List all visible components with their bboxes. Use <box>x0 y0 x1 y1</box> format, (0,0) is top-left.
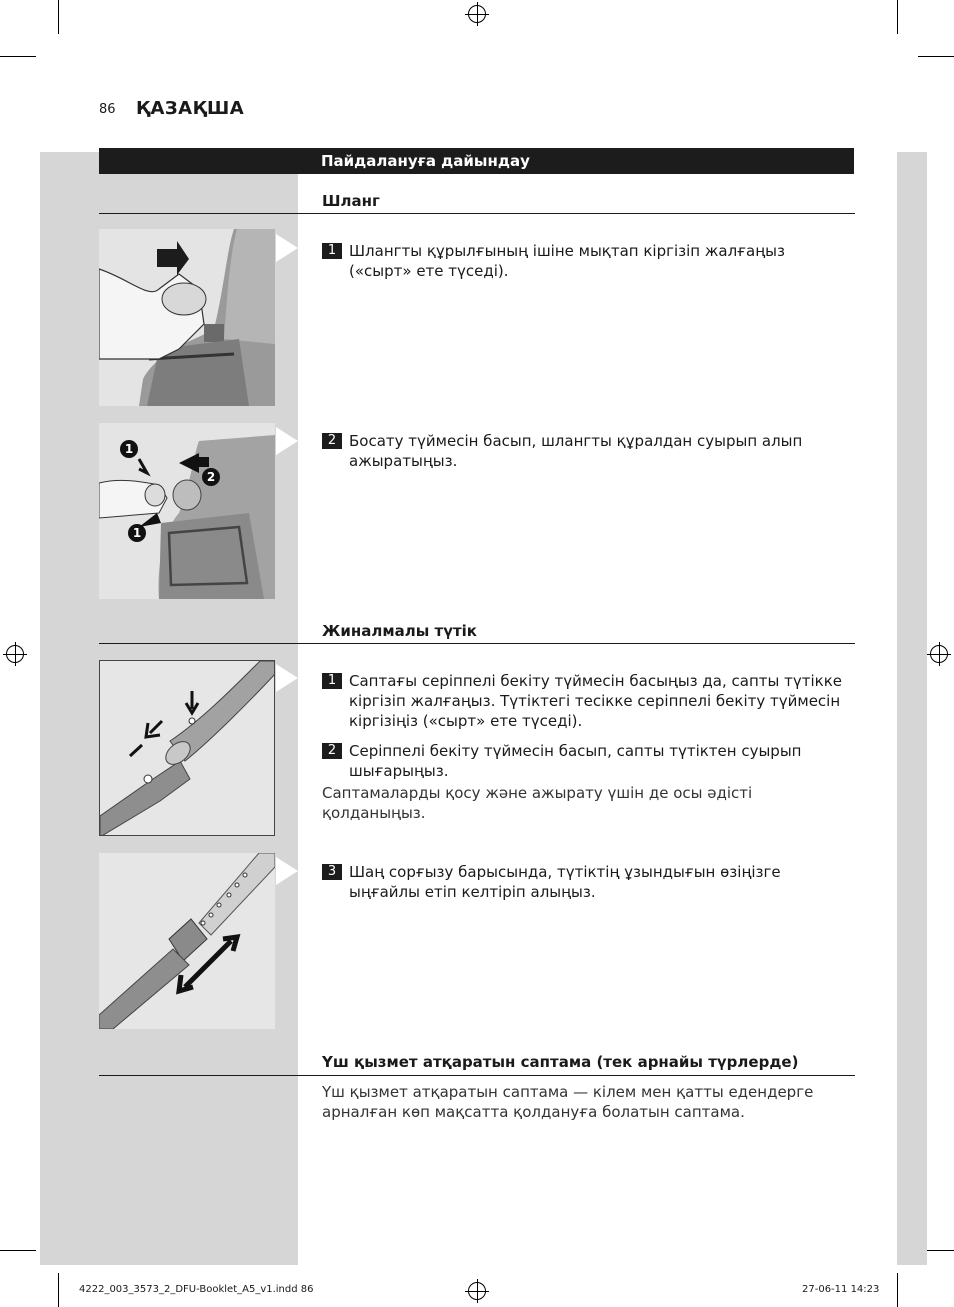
tube-step-1 <box>322 671 852 731</box>
right-margin-panel <box>897 152 927 1265</box>
registration-mark-icon <box>468 5 486 23</box>
heading-rule <box>99 643 855 644</box>
figure-callout: 2 <box>206 470 216 484</box>
crop-mark <box>897 1273 898 1307</box>
hose-step-2 <box>322 431 852 471</box>
tube-step-2 <box>322 741 852 781</box>
step-text: Босату түймесін басып, шлангты құралдан суырып алып ажыратыңыз. <box>349 432 803 470</box>
tube-note: Саптамаларды қосу және ажырату үшін де осы әдісті қолданыңыз. <box>322 784 753 822</box>
tube-step-3 <box>322 862 852 902</box>
crop-mark <box>918 56 954 57</box>
crop-mark <box>58 0 59 34</box>
language-title: ҚАЗАҚША <box>136 98 245 119</box>
crop-mark <box>58 1273 59 1307</box>
registration-mark-icon <box>930 645 948 663</box>
figure-pointer <box>276 664 298 692</box>
step-number-badge: 1 <box>322 673 342 689</box>
crop-mark <box>0 56 36 57</box>
tube-heading: Жиналмалы түтік <box>322 622 477 640</box>
tube-adjust-figure <box>99 853 275 1029</box>
figure-pointer <box>276 427 298 455</box>
figure-callout: 1 <box>124 442 134 456</box>
step-text: Саптағы серіппелі бекіту түймесін басыңыз да, сапты түтікке кіргізіп жалғаңыз. Түтіктегі тесікке серіппелі бекіту түймесін кіргізіңіз («сырт» ете түседі). <box>349 672 842 730</box>
registration-mark-icon <box>6 645 24 663</box>
crop-mark <box>0 1250 36 1251</box>
step-number-badge: 2 <box>322 433 342 449</box>
step-number-badge: 2 <box>322 743 342 759</box>
heading-rule <box>99 213 855 214</box>
figure-callout: 1 <box>132 526 142 540</box>
hose-step-1 <box>322 241 852 281</box>
heading-rule <box>99 1075 855 1076</box>
figure-pointer <box>276 857 298 885</box>
footer-file: 4222_003_3573_2_DFU-Booklet_A5_v1.indd 86 <box>79 1284 314 1295</box>
step-text: Серіппелі бекіту түймесін басып, сапты түтіктен суырып шығарыңыз. <box>349 742 802 780</box>
page-number: 86 <box>99 102 116 117</box>
step-text: Шлангты құрылғының ішіне мықтап кіргізіп жалғаңыз («сырт» ете түседі). <box>349 242 785 280</box>
hose-heading: Шланг <box>322 192 380 210</box>
registration-mark-icon <box>468 1282 486 1300</box>
nozzle-heading: Үш қызмет атқаратын саптама (тек арнайы түрлерде) <box>322 1053 799 1071</box>
nozzle-description: Үш қызмет атқаратын саптама — кілем мен қатты едендерге арналған көп мақсатта қолдануға болатын саптама. <box>322 1083 814 1121</box>
step-number-badge: 3 <box>322 864 342 880</box>
tube-connect-figure <box>99 660 275 836</box>
hose-connect-figure <box>99 229 275 406</box>
footer-datetime: 27-06-11 14:23 <box>802 1284 880 1295</box>
step-number-badge: 1 <box>322 243 342 259</box>
crop-mark <box>897 0 898 34</box>
section-title-bar <box>99 148 854 174</box>
step-text: Шаң сорғызу барысында, түтіктің ұзындығын өзіңізге ыңғайлы етіп келтіріп алыңыз. <box>349 863 781 901</box>
figure-pointer <box>276 234 298 262</box>
hose-release-figure <box>99 423 275 599</box>
section-title: Пайдалануға дайындау <box>321 152 530 170</box>
